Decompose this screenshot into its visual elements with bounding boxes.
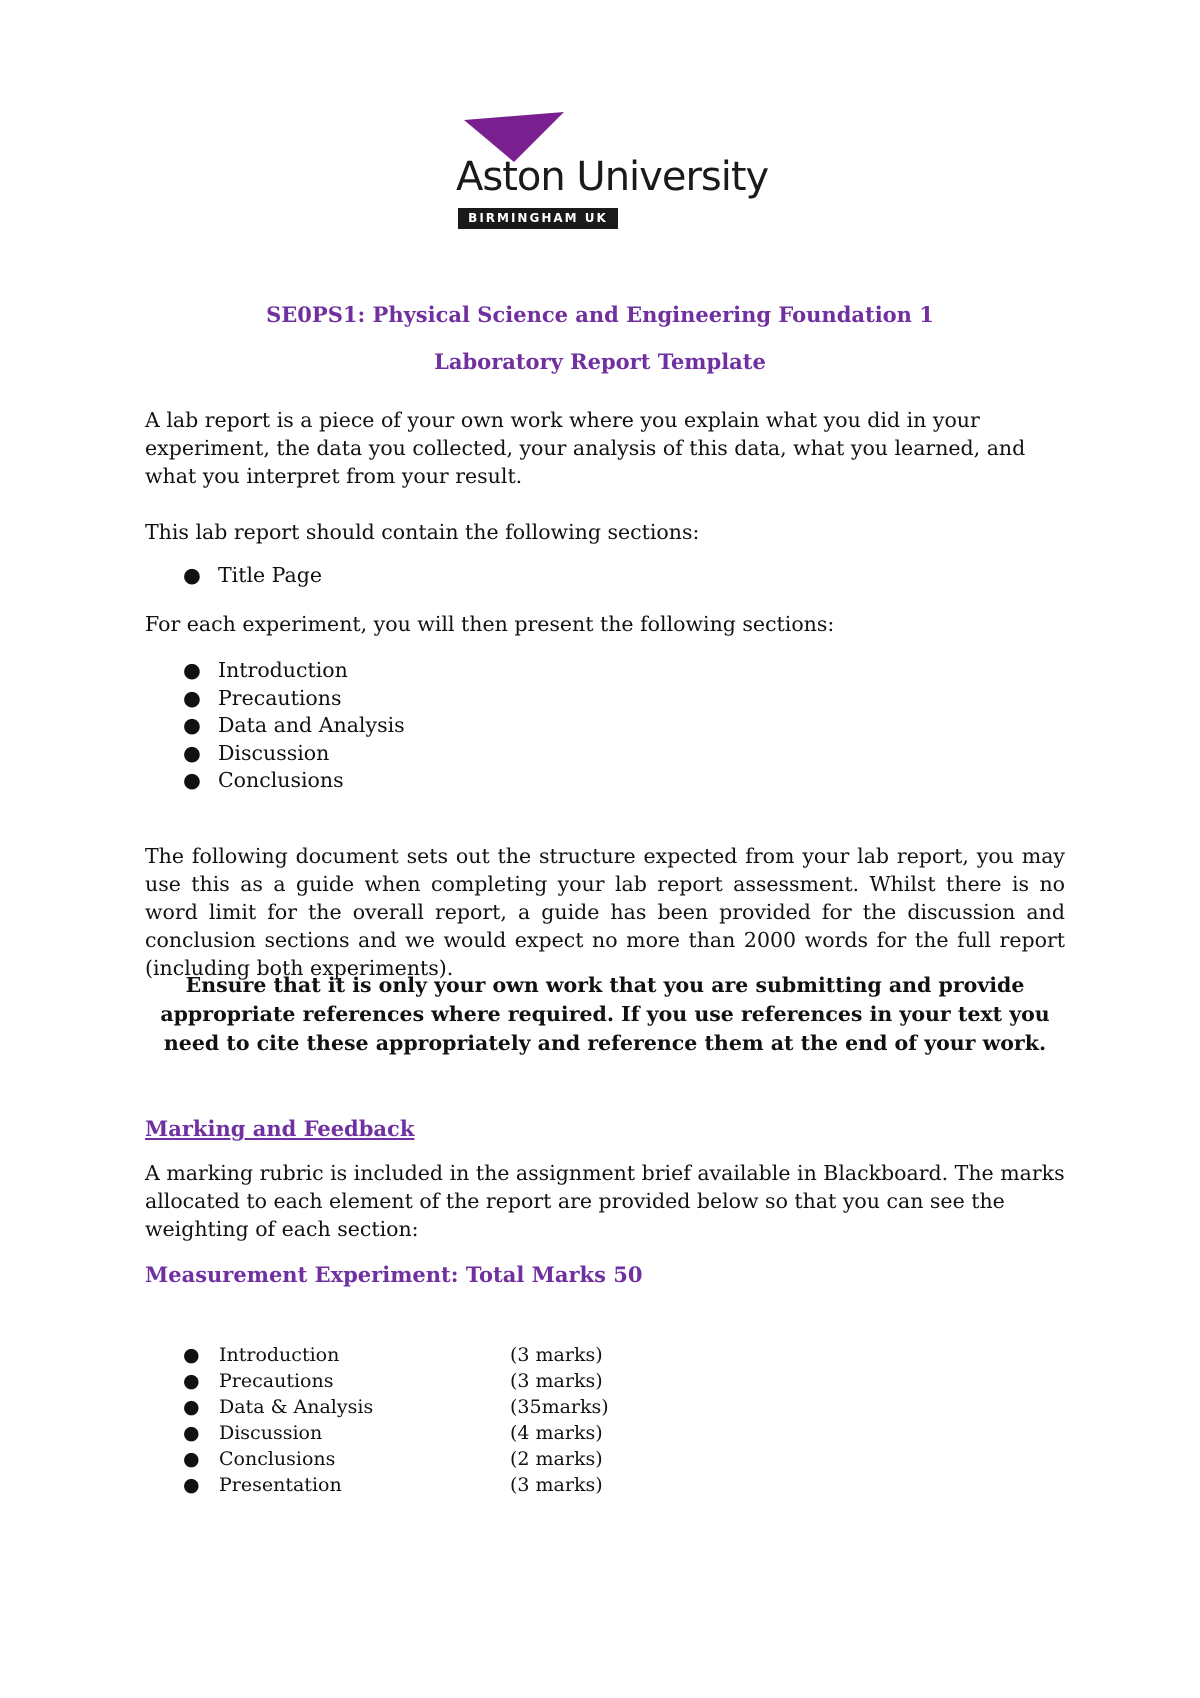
marks-row: [145, 1394, 745, 1420]
logo-wordmark: Aston University: [456, 154, 769, 200]
experiment-intro: For each experiment, you will then present the following sections:: [145, 612, 835, 636]
bullet-icon: ●: [183, 740, 201, 765]
list-item: [145, 740, 405, 768]
marks-label: Introduction: [219, 1344, 340, 1366]
list-item: [145, 712, 405, 740]
marks-row: [145, 1472, 745, 1498]
marks-label: Precautions: [219, 1370, 334, 1392]
sections-intro: This lab report should contain the following sections:: [145, 520, 700, 544]
bullet-icon: ●: [183, 1474, 200, 1496]
structure-paragraph: The following document sets out the structure expected from your lab report, you may use this as a guide when completing your lab report assessment. Whilst there is no word limit for the overall report, a guide has been provided for the discussion and conclusion sections and we would expect no more than 2000 words for the full report (including both experiments).: [145, 844, 1065, 980]
marks-value: (35marks): [510, 1396, 609, 1418]
marks-value: (3 marks): [510, 1474, 603, 1496]
bullet-icon: ●: [183, 713, 201, 737]
marks-row: [145, 1446, 745, 1472]
bullet-icon: ●: [183, 768, 201, 792]
bullet-icon: ●: [183, 1396, 200, 1418]
document-subtitle: Laboratory Report Template: [434, 349, 766, 374]
marks-value: (4 marks): [510, 1422, 603, 1444]
course-title: SE0PS1: Physical Science and Engineering Foundation 1: [266, 302, 934, 327]
bullet-icon: ●: [183, 563, 201, 587]
list-item: [145, 657, 405, 685]
list-item: [145, 685, 405, 713]
marks-label: Discussion: [219, 1422, 323, 1444]
experiment-section-list: [145, 657, 405, 795]
marks-value: (2 marks): [510, 1448, 603, 1470]
marks-label: Presentation: [219, 1474, 342, 1496]
measurement-experiment-heading: Measurement Experiment: Total Marks 50: [145, 1262, 643, 1287]
list-item-label: Precautions: [218, 685, 342, 710]
marks-row: [145, 1368, 745, 1394]
marks-label: Data & Analysis: [219, 1396, 374, 1418]
marks-row: [145, 1342, 745, 1368]
marking-paragraph: A marking rubric is included in the assignment brief available in Blackboard. The marks allocated to each element of the report are provided below so that you can see the weighting of each section:: [145, 1161, 1065, 1241]
marks-value: (3 marks): [510, 1344, 603, 1366]
marking-feedback-heading: Marking and Feedback: [145, 1116, 415, 1141]
intro-paragraph: A lab report is a piece of your own work where you explain what you did in your experiment, the data you collected, your analysis of this data, what you learned, and what you interpret from your result.: [145, 408, 1026, 488]
bullet-icon: ●: [183, 658, 201, 682]
logo-tagline-box: [458, 208, 618, 229]
marks-list: [145, 1342, 745, 1498]
list-item-label: Data and Analysis: [218, 713, 405, 737]
list-item-label: Conclusions: [218, 768, 344, 792]
bullet-icon: ●: [183, 1370, 200, 1392]
marks-row: [145, 1420, 745, 1446]
own-work-warning: Ensure that it is only your own work that you are submitting and provide appropriate references where required. If you use references in your text you need to cite these appropriately and reference them at the end of your work.: [160, 973, 1050, 1055]
marks-value: (3 marks): [510, 1370, 603, 1392]
bullet-icon: ●: [183, 685, 201, 710]
bullet-icon: ●: [183, 1448, 200, 1470]
bullet-icon: ●: [183, 1422, 200, 1444]
list-item-label: Title Page: [218, 563, 323, 587]
bullet-icon: ●: [183, 1344, 200, 1366]
title-section-list: [145, 562, 322, 590]
logo-tagline: BIRMINGHAM UK: [468, 211, 608, 225]
list-item-label: Introduction: [218, 658, 348, 682]
marks-label: Conclusions: [219, 1448, 336, 1470]
list-item: [145, 562, 322, 590]
list-item: [145, 767, 405, 795]
list-item-label: Discussion: [218, 740, 330, 765]
aston-university-logo: [456, 112, 769, 230]
